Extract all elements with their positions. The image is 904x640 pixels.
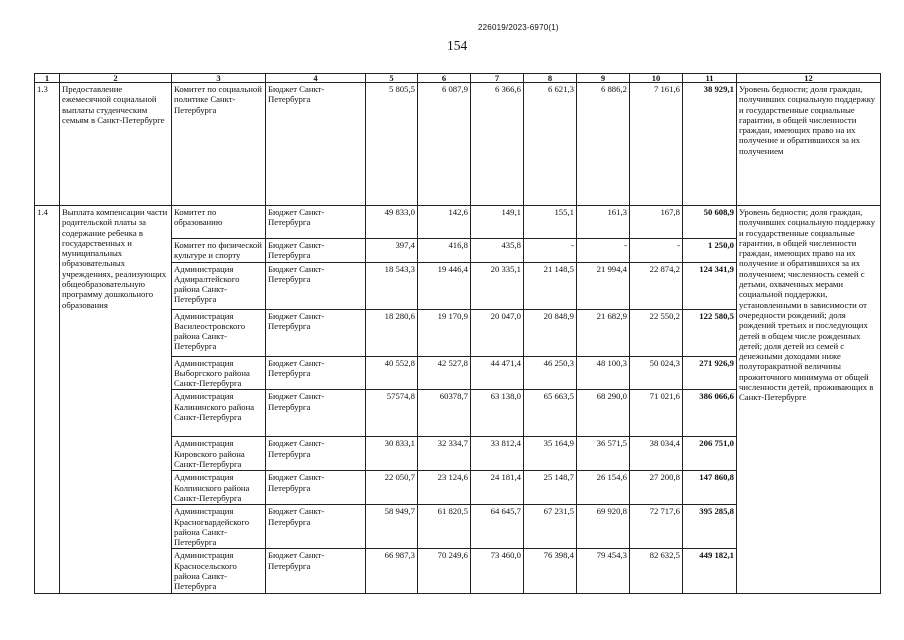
total-cell: 395 285,8: [683, 505, 737, 549]
value-cell: 35 164,9: [524, 437, 577, 471]
row-id: 1.4: [35, 206, 60, 594]
value-cell: 44 471,4: [471, 356, 524, 390]
value-cell: 18 280,6: [366, 309, 418, 356]
value-cell: 155,1: [524, 206, 577, 239]
indicators-cell: Уровень бедности; доля граждан, получивших социальную поддержку и государственные социальные гарантии, в общей численности граждан, имеющих право на их получение и обратившихся за их получением: [737, 83, 881, 206]
value-cell: 50 024,3: [630, 356, 683, 390]
value-cell: 25 148,7: [524, 471, 577, 505]
value-cell: 76 398,4: [524, 549, 577, 593]
agency-cell: Администрация Калининского района Санкт-Петербурга: [172, 390, 266, 437]
value-cell: 67 231,5: [524, 505, 577, 549]
value-cell: 20 335,1: [471, 262, 524, 309]
total-cell: 386 066,6: [683, 390, 737, 437]
value-cell: -: [524, 239, 577, 263]
column-header: 8: [524, 74, 577, 83]
total-cell: 38 929,1: [683, 83, 737, 206]
value-cell: 63 138,0: [471, 390, 524, 437]
value-cell: 22 874,2: [630, 262, 683, 309]
agency-cell: Администрация Красносельского района Санкт-Петербурга: [172, 549, 266, 593]
value-cell: 21 682,9: [577, 309, 630, 356]
value-cell: 82 632,5: [630, 549, 683, 593]
value-cell: 69 920,8: [577, 505, 630, 549]
total-cell: 271 926,9: [683, 356, 737, 390]
agency-cell: Комитет по физической культуре и спорту: [172, 239, 266, 263]
total-cell: 449 182,1: [683, 549, 737, 593]
value-cell: 22 050,7: [366, 471, 418, 505]
total-cell: 122 580,5: [683, 309, 737, 356]
agency-cell: Комитет по образованию: [172, 206, 266, 239]
value-cell: 42 527,8: [418, 356, 471, 390]
column-header: 4: [266, 74, 366, 83]
value-cell: 19 170,9: [418, 309, 471, 356]
value-cell: 61 820,5: [418, 505, 471, 549]
value-cell: 27 200,8: [630, 471, 683, 505]
value-cell: 68 290,0: [577, 390, 630, 437]
value-cell: 65 663,5: [524, 390, 577, 437]
value-cell: 20 848,9: [524, 309, 577, 356]
value-cell: 142,6: [418, 206, 471, 239]
budget-cell: Бюджет Санкт-Петербурга: [266, 206, 366, 239]
value-cell: -: [577, 239, 630, 263]
column-header: 10: [630, 74, 683, 83]
total-cell: 1 250,0: [683, 239, 737, 263]
value-cell: 40 552,8: [366, 356, 418, 390]
value-cell: 18 543,3: [366, 262, 418, 309]
value-cell: 32 334,7: [418, 437, 471, 471]
column-header: 2: [60, 74, 172, 83]
column-number-row: [35, 74, 881, 83]
column-header: 11: [683, 74, 737, 83]
value-cell: 64 645,7: [471, 505, 524, 549]
indicators-cell: Уровень бедности; доля граждан, получивших социальную поддержку и государственные социальные гарантии, в общей численности граждан, имеющих право на их получение и обратившихся за их получением; численность семей с детьми, охваченных мерами социальной поддержки, установленными в зависимости от очередности рождений; доля рождений третьих и последующих детей в общем числе рожденных детей; доля детей из семей с денежными доходами ниже полуторакратной величины прожиточного минимума от общей численности детей, проживающих в Санкт-Петербурге: [737, 206, 881, 594]
value-cell: 60378,7: [418, 390, 471, 437]
agency-cell: Комитет по социальной политике Санкт-Петербурга: [172, 83, 266, 206]
value-cell: 149,1: [471, 206, 524, 239]
budget-cell: Бюджет Санкт-Петербурга: [266, 390, 366, 437]
value-cell: 22 550,2: [630, 309, 683, 356]
column-header: 5: [366, 74, 418, 83]
column-header: 6: [418, 74, 471, 83]
column-header: 1: [35, 74, 60, 83]
value-cell: 73 460,0: [471, 549, 524, 593]
value-cell: 48 100,3: [577, 356, 630, 390]
agency-cell: Администрация Выборгского района Санкт-Петербурга: [172, 356, 266, 390]
value-cell: 66 987,3: [366, 549, 418, 593]
value-cell: 7 161,6: [630, 83, 683, 206]
value-cell: 38 034,4: [630, 437, 683, 471]
column-header: 9: [577, 74, 630, 83]
agency-cell: Администрация Красногвардейского района Санкт-Петербурга: [172, 505, 266, 549]
column-header: 12: [737, 74, 881, 83]
budget-cell: Бюджет Санкт-Петербурга: [266, 83, 366, 206]
total-cell: 147 860,8: [683, 471, 737, 505]
value-cell: 19 446,4: [418, 262, 471, 309]
value-cell: 20 047,0: [471, 309, 524, 356]
page-number: 154: [447, 38, 468, 53]
value-cell: 72 717,6: [630, 505, 683, 549]
budget-cell: Бюджет Санкт-Петербурга: [266, 309, 366, 356]
total-cell: 124 341,9: [683, 262, 737, 309]
value-cell: 58 949,7: [366, 505, 418, 549]
value-cell: 167,8: [630, 206, 683, 239]
value-cell: 397,4: [366, 239, 418, 263]
value-cell: 6 621,3: [524, 83, 577, 206]
value-cell: 71 021,6: [630, 390, 683, 437]
budget-cell: Бюджет Санкт-Петербурга: [266, 437, 366, 471]
budget-cell: Бюджет Санкт-Петербурга: [266, 505, 366, 549]
agency-cell: Администрация Василеостровского района Санкт-Петербурга: [172, 309, 266, 356]
budget-cell: Бюджет Санкт-Петербурга: [266, 471, 366, 505]
value-cell: 416,8: [418, 239, 471, 263]
agency-cell: Администрация Кировского района Санкт-Петербурга: [172, 437, 266, 471]
total-cell: 50 608,9: [683, 206, 737, 239]
agency-cell: Администрация Адмиралтейского района Санкт-Петербурга: [172, 262, 266, 309]
budget-cell: Бюджет Санкт-Петербурга: [266, 549, 366, 593]
document-number: 226019/2023-6970(1): [478, 23, 559, 32]
value-cell: 161,3: [577, 206, 630, 239]
program-table: [34, 73, 881, 594]
value-cell: 70 249,6: [418, 549, 471, 593]
value-cell: 57574,8: [366, 390, 418, 437]
value-cell: 36 571,5: [577, 437, 630, 471]
table-row: [35, 83, 881, 206]
value-cell: -: [630, 239, 683, 263]
value-cell: 6 886,2: [577, 83, 630, 206]
value-cell: 79 454,3: [577, 549, 630, 593]
value-cell: 49 833,0: [366, 206, 418, 239]
column-header: 7: [471, 74, 524, 83]
value-cell: 26 154,6: [577, 471, 630, 505]
budget-cell: Бюджет Санкт-Петербурга: [266, 356, 366, 390]
value-cell: 33 812,4: [471, 437, 524, 471]
value-cell: 435,8: [471, 239, 524, 263]
agency-cell: Администрация Колпинского района Санкт-Петербурга: [172, 471, 266, 505]
value-cell: 6 366,6: [471, 83, 524, 206]
value-cell: 5 805,5: [366, 83, 418, 206]
row-id: 1.3: [35, 83, 60, 206]
measure-name: Выплата компенсации части родительской платы за содержание ребенка в государственных и муниципальных образовательных учреждениях, реализующих общеобразовательную программу дошкольного образования: [60, 206, 172, 594]
table-row: [35, 206, 881, 239]
column-header: 3: [172, 74, 266, 83]
measure-name: Предоставление ежемесячной социальной выплаты студенческим семьям в Санкт-Петербурге: [60, 83, 172, 206]
value-cell: 46 250,3: [524, 356, 577, 390]
value-cell: 21 994,4: [577, 262, 630, 309]
budget-cell: Бюджет Санкт-Петербурга: [266, 239, 366, 263]
value-cell: 30 833,1: [366, 437, 418, 471]
value-cell: 6 087,9: [418, 83, 471, 206]
total-cell: 206 751,0: [683, 437, 737, 471]
value-cell: 21 148,5: [524, 262, 577, 309]
value-cell: 23 124,6: [418, 471, 471, 505]
budget-cell: Бюджет Санкт-Петербурга: [266, 262, 366, 309]
value-cell: 24 181,4: [471, 471, 524, 505]
